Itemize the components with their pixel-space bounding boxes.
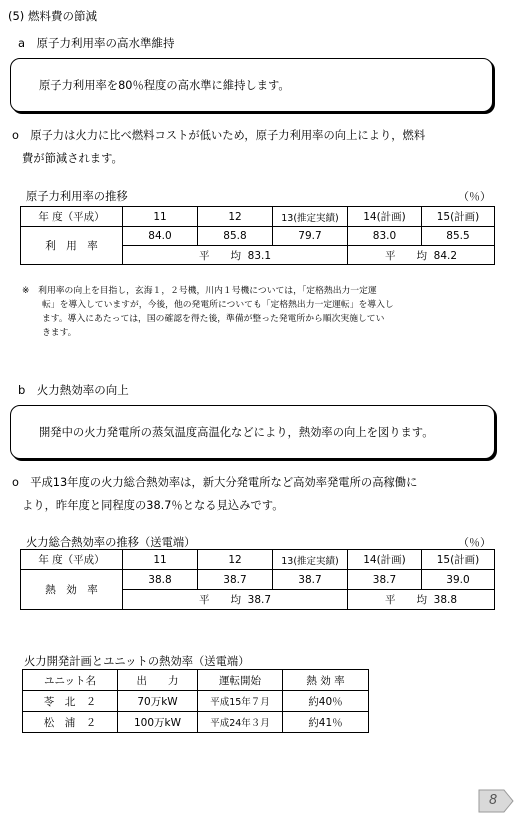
start-date-cell: 平成15年７月 xyxy=(198,691,283,712)
average-label: 平 均 xyxy=(198,594,241,606)
value-cell: 38.8 xyxy=(123,570,198,590)
year-cell: 15(計画) xyxy=(422,550,495,570)
section-title: (5) 燃料費の節減 xyxy=(8,9,97,23)
note-line: きます。 xyxy=(42,328,77,338)
year-header: 年 度（平成） xyxy=(21,207,123,227)
year-cell: 15(計画) xyxy=(422,207,495,227)
plan-table-title: 火力開発計画とユニットの熱効率（送電端） xyxy=(24,655,250,668)
average-value: 83.1 xyxy=(247,249,272,262)
subsection-a-callout xyxy=(10,58,493,112)
plan-header: 運転開始 xyxy=(198,670,283,691)
year-cell: 11 xyxy=(123,550,198,570)
subsection-b-callout-text: 開発中の火力発電所の蒸気温度高温化などにより，熱効率の向上を図ります。 xyxy=(39,426,434,439)
year-cell: 12 xyxy=(198,207,273,227)
note-line: ※ 利用率の向上を目指し，玄海１，２号機，川内１号機については，「定格熱出力一定運 xyxy=(22,286,377,296)
output-cell: 100万kW xyxy=(118,712,198,733)
average-label: 平 均 xyxy=(384,249,427,262)
plan-header: 出 力 xyxy=(118,670,198,691)
plan-header: ユニット名 xyxy=(23,670,118,691)
value-cell: 79.7 xyxy=(273,227,348,246)
page-number: 8 xyxy=(489,793,498,808)
plan-header: 熱 効 率 xyxy=(283,670,369,691)
nuclear-note xyxy=(22,284,394,340)
thermal-table-title: 火力総合熱効率の推移（送電端） xyxy=(26,536,196,549)
paragraph-line: 費が節減されます。 xyxy=(22,152,123,165)
subsection-b-callout xyxy=(10,405,495,459)
year-cell: 13(推定実績) xyxy=(273,550,348,570)
average-cell-right xyxy=(348,590,495,610)
paragraph-line: o 平成13年度の火力総合熱効率は，新大分発電所など高効率発電所の高稼働に xyxy=(12,476,418,489)
thermal-table-unit: （％） xyxy=(458,536,491,549)
average-label: 平 均 xyxy=(198,249,241,262)
subsection-b-paragraph xyxy=(12,471,417,517)
paragraph-line: より，昨年度と同程度の38.7％となる見込みです。 xyxy=(22,499,284,512)
value-cell: 84.0 xyxy=(123,227,198,246)
average-cell-right xyxy=(348,246,495,265)
row-label: 利 用 率 xyxy=(21,227,123,265)
value-cell: 85.5 xyxy=(422,227,495,246)
value-cell: 38.7 xyxy=(348,570,422,590)
value-cell: 83.0 xyxy=(348,227,422,246)
paragraph-line: o 原子力は火力に比べ燃料コストが低いため，原子力利用率の向上により，燃料 xyxy=(12,129,426,142)
unit-name-cell: 苓 北 ２ xyxy=(23,691,118,712)
subsection-a-title: a 原子力利用率の高水準維持 xyxy=(18,36,175,50)
value-cell: 39.0 xyxy=(422,570,495,590)
note-line: ます。導入にあたっては，国の確認を得た後，準備が整った発電所から順次実施してい xyxy=(42,314,385,324)
value-cell: 38.7 xyxy=(198,570,273,590)
average-cell-left xyxy=(123,590,348,610)
note-line: 転」を導入していますが，今後，他の発電所についても「定格熱出力一定運転」を導入し xyxy=(42,300,394,310)
average-label: 平 均 xyxy=(384,594,427,606)
nuclear-table-unit: （％） xyxy=(458,190,491,203)
efficiency-cell: 約40％ xyxy=(283,691,369,712)
subsection-b-title: b 火力熱効率の向上 xyxy=(18,383,129,397)
row-label: 熱 効 率 xyxy=(21,570,123,610)
year-cell: 11 xyxy=(123,207,198,227)
average-value: 38.7 xyxy=(247,594,272,606)
year-cell: 12 xyxy=(198,550,273,570)
value-cell: 38.7 xyxy=(273,570,348,590)
value-cell: 85.8 xyxy=(198,227,273,246)
year-cell: 13(推定実績) xyxy=(273,207,348,227)
nuclear-utilization-table xyxy=(20,206,495,265)
thermal-efficiency-table xyxy=(20,549,495,610)
thermal-plan-table xyxy=(22,669,369,733)
subsection-a-callout-text: 原子力利用率を80％程度の高水準に維持します。 xyxy=(39,79,290,92)
nuclear-table-title: 原子力利用率の推移 xyxy=(26,190,128,203)
average-value: 84.2 xyxy=(433,249,458,262)
year-header: 年 度（平成） xyxy=(21,550,123,570)
efficiency-cell: 約41％ xyxy=(283,712,369,733)
year-cell: 14(計画) xyxy=(348,207,422,227)
unit-name-cell: 松 浦 ２ xyxy=(23,712,118,733)
average-cell-left xyxy=(123,246,348,265)
average-value: 38.8 xyxy=(433,594,458,606)
output-cell: 70万kW xyxy=(118,691,198,712)
subsection-a-paragraph xyxy=(12,124,425,170)
year-cell: 14(計画) xyxy=(348,550,422,570)
start-date-cell: 平成24年３月 xyxy=(198,712,283,733)
page-number-badge xyxy=(478,789,514,813)
